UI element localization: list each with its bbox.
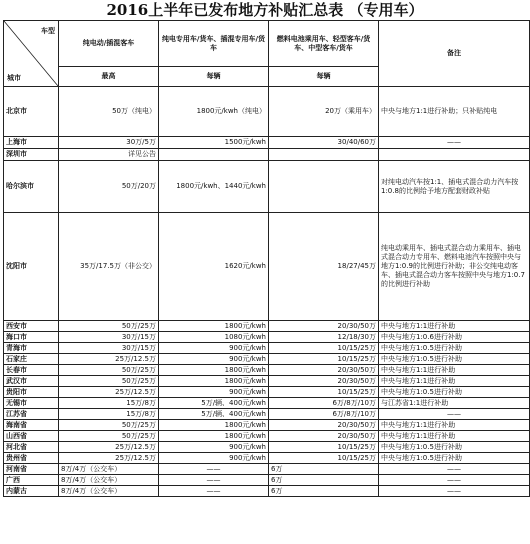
table-row: [4, 87, 530, 137]
note-cell: 与江苏省1:1进行补助: [379, 398, 530, 409]
subheader-b: 每辆: [159, 67, 269, 87]
city-cell: 深圳市: [4, 149, 59, 161]
table-row: [4, 343, 530, 354]
note-cell: 中央与地方1:1进行补助；只补贴纯电: [379, 87, 530, 137]
city-cell: 贵阳市: [4, 387, 59, 398]
value-c-cell: [269, 149, 379, 161]
city-cell: 海南省: [4, 420, 59, 431]
city-cell: 山西省: [4, 431, 59, 442]
table-row: [4, 321, 530, 332]
note-cell: 中央与地方1:1进行补助: [379, 321, 530, 332]
table-row: [4, 420, 530, 431]
value-a-cell: 8万/4万（公交车）: [59, 464, 159, 475]
note-cell: ——: [379, 475, 530, 486]
corner-bottom-label: 城市: [7, 74, 21, 82]
table-row: [4, 431, 530, 442]
value-c-cell: 20/30/50万: [269, 365, 379, 376]
value-b-cell: 900元/kwh: [159, 442, 269, 453]
value-c-cell: 20/30/50万: [269, 431, 379, 442]
note-cell: 中央与地方1:1进行补助: [379, 431, 530, 442]
page-title: 2016上半年已发布地方补贴汇总表 （专用车）: [106, 1, 424, 19]
value-a-cell: 详见公告: [59, 149, 159, 161]
note-cell: 中央与地方1:0.5进行补助: [379, 387, 530, 398]
value-b-cell: 1800元/kwh、1440元/kwh: [159, 161, 269, 213]
value-c-cell: 12/18/30万: [269, 332, 379, 343]
note-cell: ——: [379, 409, 530, 420]
table-row: [4, 365, 530, 376]
value-b-cell: 1800元/kwh: [159, 365, 269, 376]
value-c-cell: [269, 161, 379, 213]
city-cell: 北京市: [4, 87, 59, 137]
table-row: [4, 387, 530, 398]
subsidy-table: [3, 20, 530, 497]
value-c-cell: 20万（乘用车）: [269, 87, 379, 137]
value-b-cell: 5万/辆、400元/kwh: [159, 409, 269, 420]
value-b-cell: 1800元/kwh: [159, 420, 269, 431]
value-c-cell: 20/30/50万: [269, 321, 379, 332]
corner-header-cell: [4, 21, 59, 87]
note-cell: ——: [379, 137, 530, 149]
value-b-cell: 1800元/kwh: [159, 431, 269, 442]
table-row: [4, 464, 530, 475]
value-a-cell: 50万/25万: [59, 365, 159, 376]
value-b-cell: 900元/kwh: [159, 453, 269, 464]
note-cell: 中央与地方1:1进行补助: [379, 420, 530, 431]
table-row: [4, 354, 530, 365]
value-c-cell: 10/15/25万: [269, 343, 379, 354]
value-c-cell: 10/15/25万: [269, 442, 379, 453]
value-a-cell: 25万/12.5万: [59, 354, 159, 365]
note-cell: 中央与地方1:0.5进行补助: [379, 354, 530, 365]
header-row: [4, 21, 530, 67]
city-cell: 青海市: [4, 343, 59, 354]
value-a-cell: 50万（纯电）: [59, 87, 159, 137]
value-c-cell: 6万/8万/10万: [269, 398, 379, 409]
city-cell: 长春市: [4, 365, 59, 376]
table-row: [4, 475, 530, 486]
table-row: [4, 398, 530, 409]
value-b-cell: 1800元/kwh: [159, 321, 269, 332]
note-cell: 纯电动乘用车、插电式混合动力乘用车、插电式混合动力专用车、燃料电池汽车按照中央与地方1:0.9的比例进行补助；非公交纯电动客车、插电式混合动力客车按照中央与地方1:0.7的比例进行补助: [379, 213, 530, 321]
city-cell: 西安市: [4, 321, 59, 332]
city-cell: 哈尔滨市: [4, 161, 59, 213]
value-a-cell: 25万/12.5万: [59, 387, 159, 398]
value-b-cell: ——: [159, 475, 269, 486]
value-b-cell: 900元/kwh: [159, 343, 269, 354]
note-cell: ——: [379, 464, 530, 475]
value-a-cell: 50万/20万: [59, 161, 159, 213]
value-b-cell: 1080元/kwh: [159, 332, 269, 343]
value-a-cell: 15万/8万: [59, 398, 159, 409]
note-cell: 中央与地方1:0.6进行补助: [379, 332, 530, 343]
table-row: [4, 137, 530, 149]
note-cell: ——: [379, 486, 530, 497]
value-c-cell: 10/15/25万: [269, 453, 379, 464]
table-row: [4, 161, 530, 213]
table-row: [4, 409, 530, 420]
city-cell: 河北省: [4, 442, 59, 453]
city-cell: 武汉市: [4, 376, 59, 387]
value-c-cell: 30/40/60万: [269, 137, 379, 149]
value-a-cell: 8万/4万（公交车）: [59, 475, 159, 486]
value-a-cell: 8万/4万（公交车）: [59, 486, 159, 497]
value-a-cell: 30万/15万: [59, 332, 159, 343]
value-c-cell: 6万: [269, 464, 379, 475]
value-b-cell: 1800元/kwh（纯电）: [159, 87, 269, 137]
value-b-cell: 900元/kwh: [159, 387, 269, 398]
city-cell: 河南省: [4, 464, 59, 475]
table-row: [4, 442, 530, 453]
note-cell: 中央与地方1:0.5进行补助: [379, 343, 530, 354]
city-cell: 内蒙古: [4, 486, 59, 497]
table-row: [4, 376, 530, 387]
subheader-a: 最高: [59, 67, 159, 87]
header-col-d: 备注: [379, 21, 530, 87]
note-cell: 中央与地方1:0.5进行补助: [379, 453, 530, 464]
value-a-cell: 25万/12.5万: [59, 453, 159, 464]
header-col-a: 纯电动/插混客车: [59, 21, 159, 67]
value-c-cell: 10/15/25万: [269, 354, 379, 365]
city-cell: 贵州省: [4, 453, 59, 464]
table-row: [4, 213, 530, 321]
city-cell: 上海市: [4, 137, 59, 149]
city-cell: 无锡市: [4, 398, 59, 409]
city-cell: 江苏省: [4, 409, 59, 420]
value-a-cell: 50万/25万: [59, 321, 159, 332]
value-b-cell: 5万/辆、400元/kwh: [159, 398, 269, 409]
value-a-cell: 50万/25万: [59, 420, 159, 431]
corner-top-label: 车型: [41, 27, 55, 35]
note-cell: 中央与地方1:0.5进行补助: [379, 442, 530, 453]
value-b-cell: ——: [159, 464, 269, 475]
value-c-cell: 6万: [269, 475, 379, 486]
subheader-c: 每辆: [269, 67, 379, 87]
value-a-cell: 35万/17.5万（非公交）: [59, 213, 159, 321]
city-cell: 沈阳市: [4, 213, 59, 321]
note-cell: 中央与地方1:1进行补助: [379, 376, 530, 387]
table-row: [4, 486, 530, 497]
city-cell: 广西: [4, 475, 59, 486]
note-cell: [379, 149, 530, 161]
value-a-cell: 30万/15万: [59, 343, 159, 354]
value-a-cell: 30万/5万: [59, 137, 159, 149]
value-a-cell: 15万/8万: [59, 409, 159, 420]
value-c-cell: 20/30/50万: [269, 420, 379, 431]
value-c-cell: 18/27/45万: [269, 213, 379, 321]
note-cell: 中央与地方1:1进行补助: [379, 365, 530, 376]
value-b-cell: 900元/kwh: [159, 354, 269, 365]
header-col-b: 纯电专用车/货车、插混专用车/货车: [159, 21, 269, 67]
value-c-cell: 10/15/25万: [269, 387, 379, 398]
value-a-cell: 50万/25万: [59, 431, 159, 442]
value-a-cell: 25万/12.5万: [59, 442, 159, 453]
value-b-cell: ——: [159, 486, 269, 497]
city-cell: 海口市: [4, 332, 59, 343]
note-cell: 对纯电动汽车按1:1、插电式混合动力汽车按1:0.8的比例给予地方配套财政补贴: [379, 161, 530, 213]
value-b-cell: 1620元/kwh: [159, 213, 269, 321]
table-row: [4, 149, 530, 161]
table-row: [4, 453, 530, 464]
value-a-cell: 50万/25万: [59, 376, 159, 387]
header-col-c: 燃料电池乘用车、轻型客车/货车、中型客车/货车: [269, 21, 379, 67]
value-b-cell: 1500元/kwh: [159, 137, 269, 149]
value-b-cell: 1800元/kwh: [159, 376, 269, 387]
city-cell: 石家庄: [4, 354, 59, 365]
value-c-cell: 6万/8万/10万: [269, 409, 379, 420]
value-b-cell: [159, 149, 269, 161]
table-row: [4, 332, 530, 343]
value-c-cell: 20/30/50万: [269, 376, 379, 387]
value-c-cell: 6万: [269, 486, 379, 497]
